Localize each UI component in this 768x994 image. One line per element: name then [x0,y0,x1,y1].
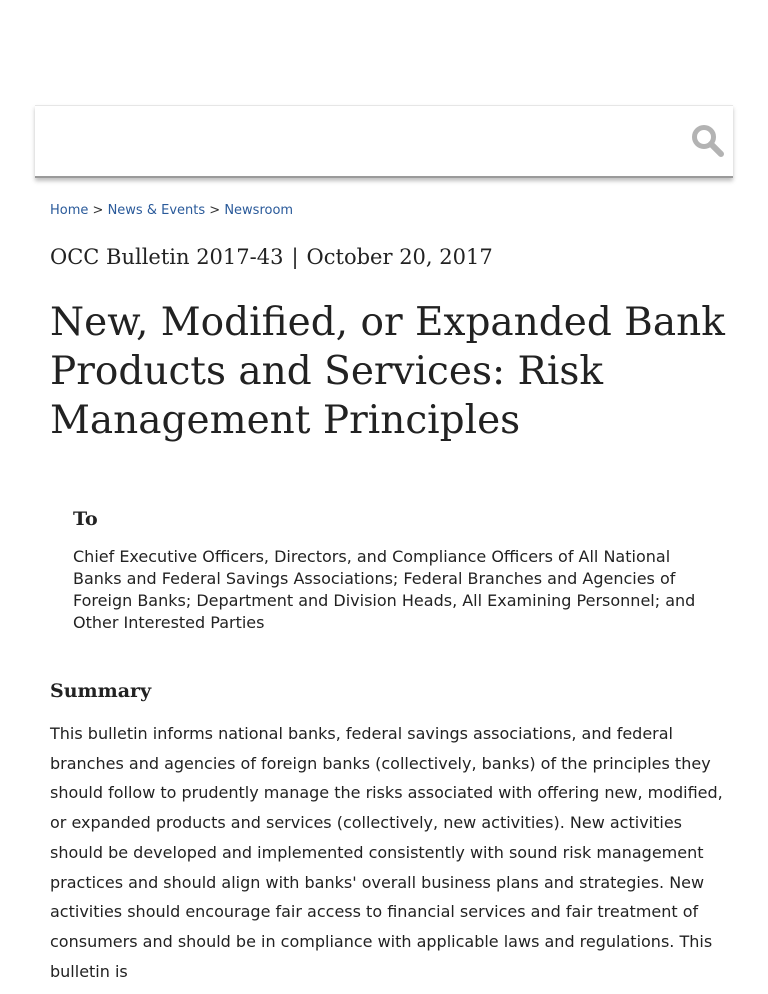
breadcrumb-news-events-link[interactable]: News & Events [107,203,206,218]
breadcrumb-home-link[interactable]: Home [50,203,89,218]
breadcrumb [50,203,293,218]
to-recipients-text: Chief Executive Officers, Directors, and Compliance Officers of All National Banks and Federal Savings Associations; Federal Branches and Agencies of Foreign Banks; Department and Division Heads, All Examining Personnel; and Other Interested Parties [73,547,696,632]
bulletin-meta [50,245,493,269]
page-title: New, Modified, or Expanded Bank Products and Services: Risk Management Principles [50,300,725,443]
search-button[interactable] [691,124,725,158]
breadcrumb-separator: > [209,203,221,218]
summary-heading: Summary [50,680,152,702]
bulletin-divider: | [291,245,299,269]
breadcrumb-separator: > [92,203,104,218]
summary-text: This bulletin informs national banks, federal savings associations, and federal branches and agencies of foreign banks (collectively, banks) of the principles they should follow to prudently manage the risks associated with offering new, modified, or expanded products and services (collectively, new activities). New activities should be developed and implemented consistently with sound risk management practices and should align with banks' overall business plans and strategies. New activities should encourage fair access to financial services and fair treatment of consumers and should be in compliance with applicable laws and regulations. This bulletin is [50,724,723,981]
bulletin-number: OCC Bulletin 2017-43 [50,245,284,269]
search-icon [691,124,725,158]
breadcrumb-newsroom-link[interactable]: Newsroom [224,203,294,218]
to-heading: To [73,508,98,530]
site-header-bar [35,105,733,178]
bulletin-date: October 20, 2017 [306,245,493,269]
